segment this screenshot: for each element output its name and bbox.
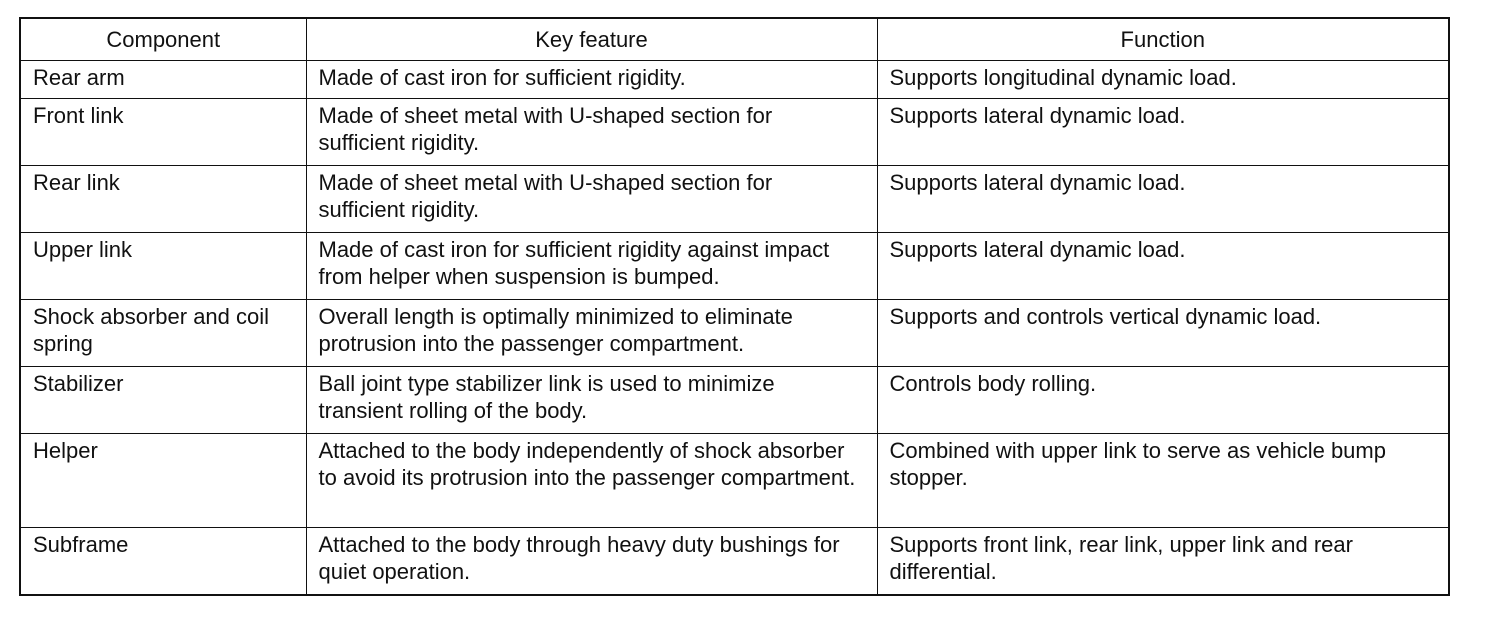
cell-key-feature: Made of sheet metal with U-shaped section for sufficient rigidity. xyxy=(306,166,877,233)
cell-function: Supports front link, rear link, upper link and rear differential. xyxy=(877,528,1449,596)
cell-component: Rear link xyxy=(20,166,306,233)
cell-key-feature: Made of cast iron for sufficient rigidity. xyxy=(306,61,877,99)
cell-component: Upper link xyxy=(20,233,306,300)
cell-function: Supports lateral dynamic load. xyxy=(877,99,1449,166)
table-row xyxy=(20,166,1449,233)
cell-component: Stabilizer xyxy=(20,367,306,434)
cell-key-feature: Attached to the body independently of shock absorber to avoid its protrusion into the passenger compartment. xyxy=(306,434,877,528)
cell-key-feature: Made of sheet metal with U-shaped section for sufficient rigidity. xyxy=(306,99,877,166)
component-spec-table xyxy=(19,17,1450,596)
cell-function: Controls body rolling. xyxy=(877,367,1449,434)
cell-function: Supports lateral dynamic load. xyxy=(877,166,1449,233)
table-row xyxy=(20,233,1449,300)
cell-component: Rear arm xyxy=(20,61,306,99)
header-function: Function xyxy=(877,18,1449,61)
table-row xyxy=(20,367,1449,434)
cell-key-feature: Ball joint type stabilizer link is used to minimize transient rolling of the body. xyxy=(306,367,877,434)
cell-component: Shock absorber and coil spring xyxy=(20,300,306,367)
table-row xyxy=(20,99,1449,166)
cell-key-feature: Made of cast iron for sufficient rigidity against impact from helper when suspension is bumped. xyxy=(306,233,877,300)
cell-function: Supports lateral dynamic load. xyxy=(877,233,1449,300)
table-row xyxy=(20,300,1449,367)
cell-function: Combined with upper link to serve as vehicle bump stopper. xyxy=(877,434,1449,528)
table-row xyxy=(20,434,1449,528)
cell-component: Subframe xyxy=(20,528,306,596)
cell-function: Supports longitudinal dynamic load. xyxy=(877,61,1449,99)
header-key-feature: Key feature xyxy=(306,18,877,61)
table-header-row xyxy=(20,18,1449,61)
header-component: Component xyxy=(20,18,306,61)
cell-key-feature: Overall length is optimally minimized to eliminate protrusion into the passenger compartment. xyxy=(306,300,877,367)
cell-component: Helper xyxy=(20,434,306,528)
cell-component: Front link xyxy=(20,99,306,166)
cell-function: Supports and controls vertical dynamic load. xyxy=(877,300,1449,367)
table-row xyxy=(20,61,1449,99)
cell-key-feature: Attached to the body through heavy duty bushings for quiet operation. xyxy=(306,528,877,596)
table-row xyxy=(20,528,1449,596)
